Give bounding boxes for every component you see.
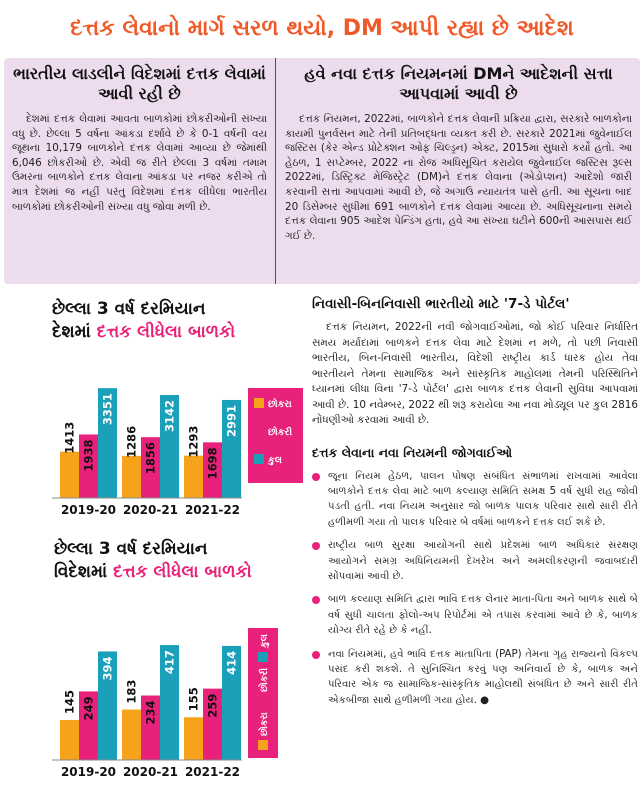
data-label: 1293 — [186, 425, 201, 458]
legend-label: છોકરી — [259, 667, 270, 692]
headline: દત્તક લેવાનો માર્ગ સરળ થયો, DM આપી રહ્યા છે આદેશ — [70, 16, 574, 41]
portal-body: દત્તક નિયમન, 2022ની નવી જોગવાઈઓમાં, જો કોઈ પરિવાર નિર્ધારિત સમય મર્યાદામાં બાળકને દત્તક લેવા માટે દેશમાં ન મળે, તો પછી નિવાસી ભારતીય, બિન-નિવાસી ભારતીય, વિદેશી રાષ્ટ્રીય કાર્ડ ધારક હોય તેવા ભારતીયને તેમના સામાજિક અને સાંસ્કૃતિક માહોલમાં તેમની પરિસ્થિતિને ધ્યાનમાં લીધા વિના '7-ડે પોર્ટલ' દ્વારા બાળક દત્તક લેવાની સુવિધા આપવામાં આવી છે. 10 નવેમ્બર, 2022 થી શરૂ કરાયેલા આ નવા મોડ્યૂલ પર કુલ 2816 નોંધણીઓ કરવામાં આવી છે. — [312, 321, 638, 426]
chart1-title-highlight: દત્તક લીધેલા બાળકો — [96, 322, 236, 342]
legend-label: કુલ — [268, 455, 282, 466]
category-label: 2021-22 — [184, 765, 241, 779]
right-article-body: દત્તક નિયમન, 2022માં, બાળકોને દત્તક લેવાની પ્રક્રિયા દ્વારા, સરકારે બાળકોના કાયમી પુનર્વસન માટે તેની પ્રતિબદ્ધતા વ્યક્ત કરી છે. સરકારે 2021માં જુવેનાઈલ જસ્ટિસ (કેર એન્ડ પ્રોટેક્શન ઓફ ચિલ્ડ્રન) એક્ટ, 2015માં સુધારો કર્યો હતો. આ હેઠળ, 1 સપ્ટેમ્બર, 2022 ના રોજ અધિસૂચિત કરાયેલ જુવેનાઈલ જસ્ટિસ રૂલ્સ 2022માં, ડિસ્ટ્રિક્ટ મેજિસ્ટ્રેટ (DM)ને દત્તક લેવાના (એડોપ્શન) આદેશો જારી કરવાની સત્તા આપવામાં આવી છે, જે અગાઉ ન્યાયતંત્ર પાસે હતી. આ સૂચના બાદ 20 ડિસેમ્બર સુધીમાં 691 બાળકોને દત્તક લેવામાં આવ્યા છે. અધિસૂચનાના સમયે દત્તક લેવાના 905 આદેશ પેન્ડિંગ હતા, હવે આ સંખ્યા ઘટીને 600ની આસપાસ થઈ ગઈ છે. — [285, 113, 632, 242]
data-label: 1413 — [62, 421, 77, 454]
category-label: 2020-21 — [122, 765, 179, 779]
legend-swatch — [254, 398, 264, 408]
category-label: 2021-22 — [184, 503, 241, 517]
rule-item — [312, 592, 638, 638]
rule-item — [312, 647, 638, 709]
rules-title: દત્તક લેવાના નવા નિયમની જોગવાઈઓ — [312, 444, 513, 460]
chart2-title-line2 — [54, 561, 252, 584]
data-label: 1698 — [205, 447, 220, 480]
data-label: 259 — [205, 693, 220, 718]
legend-label: છોકરા — [259, 712, 270, 736]
data-label: 417 — [162, 650, 177, 675]
rule-item — [312, 469, 638, 531]
bullet-icon — [312, 651, 320, 659]
right-article-title: હવે નવા દત્તક નિયમનમાં DMને આદેશની સત્તા આપવામાં આવી છે — [304, 64, 613, 103]
rule-text: બાળ કલ્યાણ સમિતિ દ્વારા ભાવિ દત્તક લેનાર માતા-પિતા અને બાળક સાથે બે વર્ષ સુધી ચાલતા ફોલો-અપ રિપોર્ટમાં એ તપાસ કરવામાં આવે છે કે, બાળક યોગ્ય રીતે રહે છે કે નહીં. — [328, 594, 638, 637]
chart1-title-line2 — [52, 321, 235, 344]
left-article-title: ભારતીય લાડલીને વિદેશમાં દત્તક લેવામાં આવી રહી છે — [13, 64, 266, 103]
chart2-foreign-adoptions — [52, 588, 307, 783]
bar — [122, 456, 141, 498]
chart1-title — [52, 298, 235, 344]
rule-item — [312, 538, 638, 584]
legend-swatch — [258, 652, 268, 662]
chart1-domestic-adoptions — [52, 348, 307, 520]
data-label: 1856 — [143, 442, 158, 475]
chart2-title-line1: છેલ્લા 3 વર્ષ દરમિયાન — [54, 539, 208, 559]
rule-text: રાષ્ટ્રીય બાળ સુરક્ષા આયોગની સાથે પ્રદેશમાં બાળ અધિકાર સંરક્ષણ આયોગને સમગ્ર અધિનિયમની દેખરેખ અને અમલીકરણની જવાબદારી સોંપવામાં આવી છે. — [328, 540, 638, 582]
data-label: 3142 — [162, 400, 177, 433]
category-label: 2020-21 — [122, 503, 179, 517]
chart1-title-line1: છેલ્લા 3 વર્ષ દરમિયાન — [52, 299, 206, 319]
data-label: 394 — [100, 656, 115, 681]
legend-swatch — [258, 740, 268, 750]
chart1-title-prefix: દેશમાં — [52, 322, 97, 342]
chart2-title-highlight: દત્તક લીધેલા બાળકો — [113, 562, 252, 582]
left-article-body: દેશમાં દત્તક લેવામાં આવતા બાળકોમાં છોકરીઓની સંખ્યા વધુ છે. છેલ્લા 5 વર્ષના આંકડા દર્શાવે છે કે 0-1 વર્ષની વય જૂથના 10,179 બાળકોને દત્તક લેવામાં આવ્યા છે જેમાંથી 6,046 છોકરીઓ છે. એવી જ રીતે છેલ્લા 3 વર્ષમાં તમામ ઉંમરના બાળકોને દત્તક લેવાના આંકડા પર નજર કરીએ તો માત્ર દેશમાં જ નહીં પરંતુ વિદેશમાં દત્તક લીધેલા ભારતીય બાળકોમાં છોકરીઓની સંખ્યા વધુ જોવા મળી છે. — [12, 113, 267, 213]
data-label: 414 — [224, 650, 239, 675]
rules-list — [312, 469, 638, 709]
data-label: 183 — [124, 679, 139, 704]
right-article — [277, 58, 640, 284]
chart2-title-prefix: વિદેશમાં — [54, 562, 114, 582]
data-label: 249 — [81, 696, 96, 721]
legend-label: છોકરા — [268, 399, 292, 410]
bar — [60, 452, 79, 498]
legend-label: કુલ — [259, 634, 270, 648]
legend-label: છોકરી — [268, 427, 293, 438]
data-label: 145 — [62, 690, 77, 715]
data-label: 2991 — [224, 404, 239, 437]
rule-text: જૂના નિયમ હેઠળ, પાલન પોષણ સંબંધિત સંભાળમાં રાખવામાં આવેલા બાળકોને દત્તક લેવા માટે બાળ કલ્યાણ સમિતિ સમક્ષ 5 વર્ષ સુધી રાહ જોવી પડતી હતી. નવા નિયમ અનુસાર જો બાળક પાલક પરિવાર સાથે સારી રીતે હળીમળી ગયા તો પાલક પરિવાર બે વર્ષમાં બાળકને દત્તક લઈ શકે છે. — [328, 470, 638, 528]
category-label: 2019-20 — [60, 503, 117, 517]
data-label: 1938 — [81, 439, 96, 472]
legend-swatch — [258, 696, 268, 706]
data-label: 3351 — [100, 393, 115, 426]
bar — [60, 720, 79, 760]
portal-title: નિવાસી-બિનનિવાસી ભારતીયો માટે '7-ડે પોર્ટલ' — [312, 296, 570, 312]
right-column — [312, 296, 638, 716]
bar — [184, 456, 203, 498]
bar — [122, 710, 141, 760]
chart2-title — [54, 538, 252, 584]
legend-swatch — [254, 426, 264, 436]
bullet-icon — [312, 596, 320, 604]
left-article — [4, 58, 276, 284]
bar — [184, 717, 203, 760]
rule-text: નવા નિયમમાં, હવે ભાવિ દત્તક માતાપિતા (PAP) તેમના ગૃહ રાજ્યનો વિકલ્પ પસંદ કરી શકશે. તે સુનિશ્ચિત કરવું પણ અનિવાર્ય છે કે, બાળક અને પરિવાર એક જ સામાજિક-સાંસ્કૃતિક માહોલથી સંબંધિત છે અને સારી રીતે એકબીજા સાથે હળીમળી ગયા હોય. ● — [328, 648, 638, 706]
bullet-icon — [312, 473, 320, 481]
legend-swatch — [254, 454, 264, 464]
category-label: 2019-20 — [60, 765, 117, 779]
data-label: 155 — [186, 687, 201, 712]
top-articles-box — [4, 58, 640, 284]
data-label: 234 — [143, 700, 158, 725]
bullet-icon — [312, 542, 320, 550]
data-label: 1286 — [124, 425, 139, 458]
